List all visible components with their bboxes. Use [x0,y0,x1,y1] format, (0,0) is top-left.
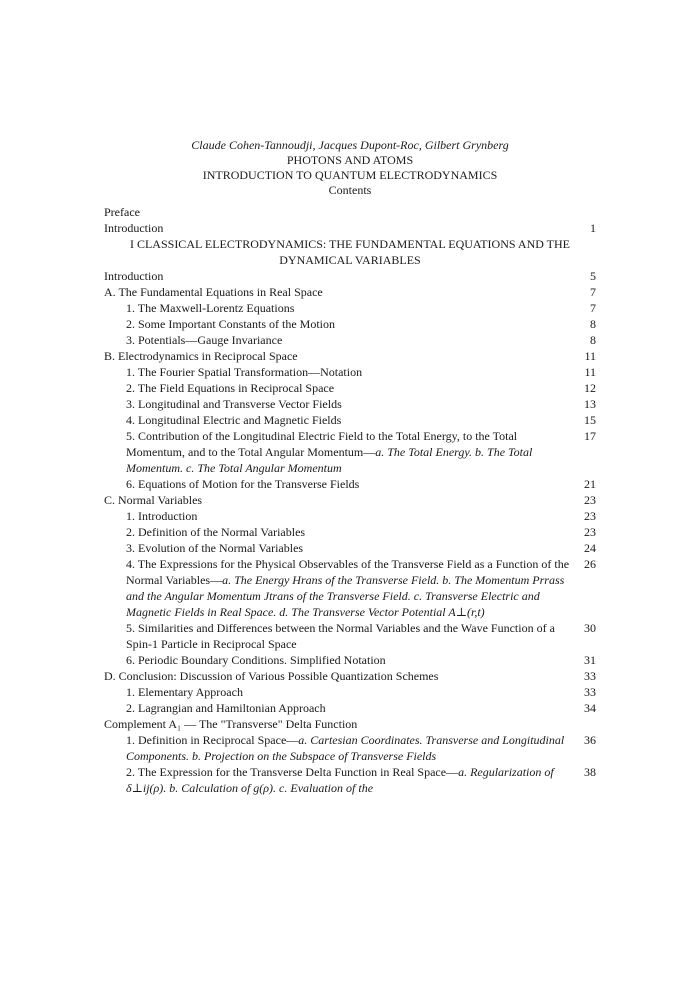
toc-item-a1: 1. The Maxwell-Lorentz Equations 7 [126,301,596,315]
toc-item-c2: 2. Definition of the Normal Variables 23 [126,525,596,539]
book-title-line-1: PHOTONS AND ATOMS [286,153,414,167]
toc-item-d2: 2. Lagrangian and Hamiltonian Approach 34 [126,701,596,715]
toc-chapter-1-title: I CLASSICAL ELECTRODYNAMICS: THE FUNDAMENTAL EQUATIONS AND THE DYNAMICAL VARIABLES [129,237,571,267]
contents-heading: Contents [328,183,372,197]
toc-section-d: D. Conclusion: Discussion of Various Possible Quantization Schemes 33 [104,669,596,683]
toc-item-b5: 5. Contribution of the Longitudinal Electric Field to the Total Energy, to the Total Momentum, and to the Total Angular Momentum—a. The Total Energy. b. The Total Momentum. c. The Total Angular Momentum 17 [126,429,596,475]
toc-introduction: Introduction 1 [104,221,596,235]
toc-item-c1: 1. Introduction 23 [126,509,596,523]
toc-item-a2: 2. Some Important Constants of the Motion 8 [126,317,596,331]
toc-item-b4: 4. Longitudinal Electric and Magnetic Fields 15 [126,413,596,427]
book-header [0,138,700,198]
toc-section-b: B. Electrodynamics in Reciprocal Space 11 [104,349,596,363]
toc-item-b1: 1. The Fourier Spatial Transformation—Notation 11 [126,365,596,379]
toc-complement-item-2: 2. The Expression for the Transverse Delta Function in Real Space—a. Regularization of δ⊥ij(ρ). b. Calculation of g(ρ). c. Evaluation of the 38 [126,765,596,795]
toc-chapter-introduction: Introduction 5 [104,269,596,283]
toc-item-c5: 5. Similarities and Differences between the Normal Variables and the Wave Function of a Spin-1 Particle in Reciprocal Space 30 [126,621,596,651]
table-of-contents [104,204,596,796]
toc-section-c: C. Normal Variables 23 [104,493,596,507]
toc-complement-a1: Complement A₁ — The "Transverse" Delta Function [104,717,358,731]
toc-complement-item-1: 1. Definition in Reciprocal Space—a. Cartesian Coordinates. Transverse and Longitudinal Components. b. Projection on the Subspace of Transverse Fields 36 [126,733,596,763]
book-title-line-2: INTRODUCTION TO QUANTUM ELECTRODYNAMICS [202,168,498,182]
toc-item-c4: 4. The Expressions for the Physical Observables of the Transverse Field as a Function of the Normal Variables—a. The Energy Hrans of the Transverse Field. b. The Momentum Prrass and the Angular Momentum Jtrans of the Transverse Field. c. Transverse Electric and Magnetic Fields in Real Space. d. The Transverse Vector Potential A⊥(r,t) 26 [126,557,596,619]
toc-section-a: A. The Fundamental Equations in Real Space 7 [104,285,596,299]
toc-item-c6: 6. Periodic Boundary Conditions. Simplified Notation 31 [126,653,596,667]
toc-item-b2: 2. The Field Equations in Reciprocal Space 12 [126,381,596,395]
toc-item-b3: 3. Longitudinal and Transverse Vector Fields 13 [126,397,596,411]
toc-item-c3: 3. Evolution of the Normal Variables 24 [126,541,596,555]
toc-item-d1: 1. Elementary Approach 33 [126,685,596,699]
toc-preface: Preface [104,205,140,219]
authors-line: Claude Cohen-Tannoudji, Jacques Dupont-Roc, Gilbert Grynberg [191,138,509,152]
toc-item-a3: 3. Potentials—Gauge Invariance 8 [126,333,596,347]
toc-item-b6: 6. Equations of Motion for the Transverse Fields 21 [126,477,596,491]
